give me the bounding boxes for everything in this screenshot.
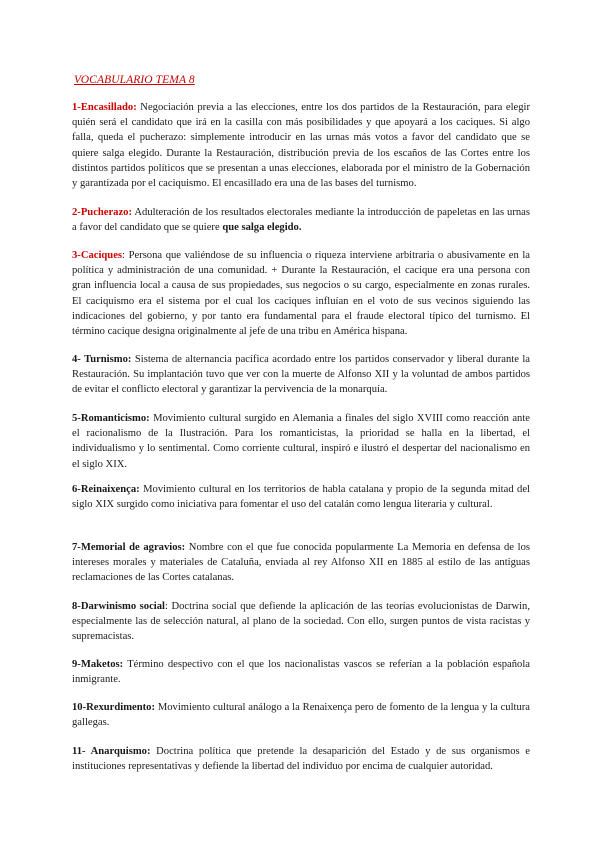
entry-term: 1-Encasillado: (72, 102, 137, 113)
entry-term: 3-Caciques (72, 250, 123, 261)
entry-definition: Movimiento cultural en los territorios de habla catalana y propio de la segunda mitad del siglo XIX surgido como iniciativa para fomentar el uso del catalán como lengua literaria y cultural. (72, 484, 530, 511)
entry-term: 4- Turnismo: (72, 354, 132, 365)
entry-caciques (72, 248, 530, 339)
entry-pucherazo (72, 205, 530, 235)
entry-reinaixenca (72, 482, 530, 512)
entry-turnismo (72, 352, 530, 398)
entry-term: 2-Pucherazo: (72, 207, 133, 218)
entry-encasillado (72, 100, 530, 191)
entry-term: 10-Rexurdimento: (72, 702, 155, 713)
entry-definition: : Doctrina social que defiende la aplicación de las teorías evolucionistas de Darwin, especialmente las de selección natural, al plano de la sociedad. Con ello, surgen puntos de vista racistas y supremacistas. (72, 601, 530, 643)
entry-darwinismo-social (72, 599, 530, 645)
entry-definition: Negociación previa a las elecciones, entre los dos partidos de la Restauración, para elegir quién será el candidato que irá en la casilla con más posibilidades y que apoyará a los caciques. Si algo falla, queda el pucherazo: simplemente introducir en las urnas más votos a favor del candidato que se quiere salga elegido. Durante la Restauración, distribución previa de los escaños de las Cortes entre los distintos partidos políticos que se presentan a unas elecciones, elaborada por el ministro de la Gobernación y garantizada por el caciquismo. El encasillado era una de las bases del turnismo. (72, 102, 530, 190)
entry-definition: Movimiento cultural análogo a la Renaixença pero de fomento de la lengua y la cultura gallegas. (72, 702, 530, 729)
entry-definition: Nombre con el que fue conocida popularmente La Memoria en defensa de los intereses morales y materiales de Cataluña, enviada al rey Alfonso XII en 1885 al estilo de las antiguas reclamaciones de las Cortes catalanas. (72, 542, 530, 584)
entry-definition: : Persona que valiéndose de su influencia o riqueza interviene arbitraria o abusivamente en la política y administración de una comunidad. + Durante la Restauración, el cacique era una persona con gran influencia local a causa de sus propiedades, sus negocios o su cargo, especialmente en zonas rurales. El caciquismo era el sistema por el cual los caciques influían en el voto de sus vecinos siguiendo las indicaciones del gobierno, y por tanto era fundamental para el fraude electoral típico del turnismo. El término cacique designa originalmente al jefe de una tribu en América hispana. (72, 250, 530, 338)
entry-definition: Doctrina política que pretende la desaparición del Estado y de sus organismos e instituciones representativas y defiende la libertad del individuo por encima de cualquier autoridad. (72, 746, 530, 773)
entry-term: 11- Anarquismo: (72, 746, 151, 757)
entry-anarquismo (72, 744, 530, 774)
entry-romanticismo (72, 411, 530, 472)
entry-maketos (72, 657, 530, 687)
entry-rexurdimento (72, 700, 530, 730)
entry-term: 6-Reinaixença: (72, 484, 140, 495)
entry-definition-tail: que salga elegido. (222, 222, 302, 234)
entry-memorial-de-agravios (72, 540, 530, 586)
entry-definition: Movimiento cultural surgido en Alemania a finales del siglo XVIII como reacción ante el racionalismo de la Ilustración. Para los romanticistas, la prioridad se halla en la libertad, el individualismo y lo sentimental. Como corriente cultural, inspiró e ilustró el despertar del nacionalismo en el siglo XIX. (72, 413, 530, 470)
entry-term: 8-Darwinismo social (72, 601, 165, 612)
entry-definition: Término despectivo con el que los nacionalistas vascos se referían a la población española inmigrante. (72, 659, 530, 686)
entry-term: 7-Memorial de agravios: (72, 542, 186, 553)
entry-term: 5-Romanticismo: (72, 413, 150, 424)
entry-definition: Sistema de alternancia pacífica acordado entre los partidos conservador y liberal durante la Restauración. Su implantación tuvo que ver con la muerte de Alfonso XII y la voluntad de ambos partidos de evitar el conflicto electoral y garantizar la pervivencia de la monarquía. (72, 354, 531, 396)
entry-definition: Adulteración de los resultados electorales mediante la introducción de papeletas en las urnas a favor del candidato que se quiere (72, 207, 530, 234)
entry-term: 9-Maketos: (72, 659, 124, 670)
document-title: VOCABULARIO TEMA 8 (74, 74, 195, 86)
